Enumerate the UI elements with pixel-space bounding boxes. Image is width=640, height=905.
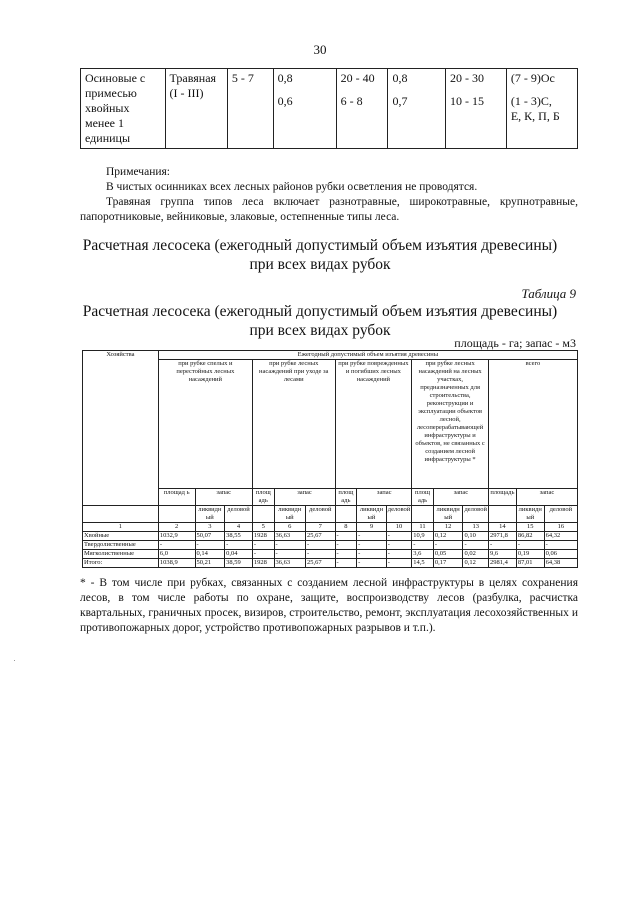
header-volume: Ежегодный допустимый объем изъятия древесины <box>158 351 577 360</box>
table-cell: - <box>335 559 357 568</box>
table-cell: 38,55 <box>225 532 253 541</box>
table-cell: - <box>357 532 387 541</box>
table-cell: - <box>544 541 577 550</box>
cell-line: менее 1 <box>85 116 124 130</box>
column-number: 16 <box>544 523 577 532</box>
table-cell: - <box>335 532 357 541</box>
forest-type-table <box>80 68 578 149</box>
header-stock: запас <box>516 489 577 506</box>
header-stock: запас <box>357 489 412 506</box>
table-cell: - <box>357 559 387 568</box>
table-cell: 1928 <box>252 559 274 568</box>
column-number: 13 <box>463 523 488 532</box>
table-cell: - <box>463 541 488 550</box>
column-number: 10 <box>386 523 411 532</box>
row-label: Твердолиственные <box>83 541 159 550</box>
table-cell: 0,19 <box>516 550 544 559</box>
table-row <box>83 550 578 559</box>
table-cell: 2981,4 <box>488 559 516 568</box>
table-cell: 1032,9 <box>158 532 195 541</box>
table-title <box>0 302 640 340</box>
table-cell: - <box>386 550 411 559</box>
table-cell: 0,02 <box>463 550 488 559</box>
table-cell <box>388 69 446 149</box>
header-wood: деловой <box>544 506 577 523</box>
table-cell <box>336 69 388 149</box>
table-row <box>83 541 578 550</box>
cell-line: 20 - 40 <box>340 71 375 85</box>
cell-line: 20 - 30 <box>449 71 484 85</box>
header-area: площад ь <box>158 489 195 506</box>
column-number: 15 <box>516 523 544 532</box>
table-cell: - <box>158 541 195 550</box>
column-number: 11 <box>412 523 434 532</box>
table-cell: - <box>225 541 253 550</box>
header-area: площадь <box>488 489 516 506</box>
cell-line: Е, К, П, Б <box>510 109 560 123</box>
table-cell: 0,12 <box>433 532 463 541</box>
cell-line: 10 - 15 <box>449 94 484 108</box>
cell-line: 0,8 <box>392 71 408 85</box>
table-cell <box>445 69 506 149</box>
row-label: Хвойные <box>83 532 159 541</box>
table-header-row <box>83 506 578 523</box>
header-liquid: ликвидн ый <box>516 506 544 523</box>
table-cell: - <box>357 541 387 550</box>
table-cell: - <box>274 541 305 550</box>
column-number: 4 <box>225 523 253 532</box>
header-stock: запас <box>433 489 488 506</box>
table-cell: - <box>386 559 411 568</box>
row-label: Итого: <box>83 559 159 568</box>
table-cell: 64,32 <box>544 532 577 541</box>
header-stock: запас <box>195 489 252 506</box>
header-liquid: ликвидн ый <box>357 506 387 523</box>
table-cell <box>165 69 227 149</box>
table-cell: 25,67 <box>305 532 335 541</box>
table-cell: 25,67 <box>305 559 335 568</box>
column-number: 3 <box>195 523 225 532</box>
column-number: 7 <box>305 523 335 532</box>
table-cell: - <box>252 541 274 550</box>
column-number: 6 <box>274 523 305 532</box>
table-cell: 86,82 <box>516 532 544 541</box>
table-cell: - <box>412 541 434 550</box>
cell-line: (7 - 9)Ос <box>510 71 555 85</box>
table-cell: 1928 <box>252 532 274 541</box>
header-wood: деловой <box>305 506 335 523</box>
table-header-row <box>83 351 578 360</box>
column-number: 1 <box>83 523 159 532</box>
header-group: при рубке поврежденных и погибших лесных насаждений <box>335 360 412 489</box>
cell-line: (1 - 3)С, <box>510 94 552 108</box>
column-number: 9 <box>357 523 387 532</box>
heading-line: при всех видах рубок <box>249 322 391 339</box>
header-farm: Хозяйства <box>83 351 159 506</box>
column-number: 14 <box>488 523 516 532</box>
table-cell: - <box>252 550 274 559</box>
table-cell <box>81 69 166 149</box>
table-cell: 87,01 <box>516 559 544 568</box>
header-group: при рубке лесных насаждений на лесных участках, предназначенных для строительства, реконструкции и эксплуатации объектов лесной, лесоперерабатывающей инфраструктуры и объектов, не связанных с созданием лесной инфраструктуры * <box>412 360 489 489</box>
table-cell: 5 - 7 <box>227 69 273 149</box>
column-number: 12 <box>433 523 463 532</box>
table-cell: - <box>357 550 387 559</box>
table-cell: 0,04 <box>225 550 253 559</box>
table-cell: 6,0 <box>158 550 195 559</box>
header-blank <box>83 506 159 523</box>
notes-line: Травяная группа типов леса включает разнотравные, широкотравные, крупнотравные, папоротниковые, вейниковые, злаковые, остепненные типы леса. <box>80 196 578 223</box>
column-number: 5 <box>252 523 274 532</box>
table-cell: 1038,9 <box>158 559 195 568</box>
cell-line: 6 - 8 <box>340 94 363 108</box>
cell-line: (I - III) <box>169 86 204 100</box>
column-number: 2 <box>158 523 195 532</box>
table-cell: 50,07 <box>195 532 225 541</box>
table-cell: - <box>305 541 335 550</box>
header-area: площ адь <box>412 489 434 506</box>
header-blank <box>412 506 434 523</box>
cell-line: 0,8 <box>277 71 293 85</box>
table-cell: 9,6 <box>488 550 516 559</box>
table-label: Таблица 9 <box>521 286 576 301</box>
header-group: при рубке спелых и перестойных лесных насаждений <box>158 360 252 489</box>
cell-line: единицы <box>85 131 131 145</box>
header-wood: деловой <box>386 506 411 523</box>
table-cell: - <box>274 550 305 559</box>
table-row <box>83 559 578 568</box>
header-liquid: ликвидн ый <box>433 506 463 523</box>
table-cell: 36,63 <box>274 559 305 568</box>
cell-line: 0,6 <box>277 94 293 108</box>
header-stock: запас <box>274 489 335 506</box>
table-cell: - <box>195 541 225 550</box>
table-cell: 3,6 <box>412 550 434 559</box>
header-group: при рубке лесных насаждений при уходе за лесами <box>252 360 335 489</box>
table-cell: 0,17 <box>433 559 463 568</box>
header-blank <box>252 506 274 523</box>
table-cell: - <box>433 541 463 550</box>
cell-line: хвойных <box>85 101 130 115</box>
notes-title: Примечания: <box>106 166 170 178</box>
table-cell: 0,12 <box>463 559 488 568</box>
cell-line: Осиновые с <box>85 71 146 85</box>
header-blank <box>335 506 357 523</box>
header-blank <box>158 506 195 523</box>
table-cell <box>273 69 336 149</box>
table-cell: - <box>386 532 411 541</box>
column-number: 8 <box>335 523 357 532</box>
cell-line: 0,7 <box>392 94 408 108</box>
footnote: * - В том числе при рубках, связанных с созданием лесной инфраструктуры в целях сохранения лесов, в том числе работы по охране, защите, воспроизводству лесов (разбулка, расчистка квартальных, граничных просек, визиров, строительство, ремонт, эксплуатация лесохозяйственных и противопожарных дорог, устройство противопожарных разрывов и т.п.). <box>80 577 578 634</box>
table-cell: 2971,8 <box>488 532 516 541</box>
table-cell: 0,10 <box>463 532 488 541</box>
header-area: площ адь <box>335 489 357 506</box>
table-cell: - <box>488 541 516 550</box>
table-cell: 0,14 <box>195 550 225 559</box>
notes-line: В чистых осинниках всех лесных районов рубки осветления не проводятся. <box>106 181 478 193</box>
table-cell: 0,06 <box>544 550 577 559</box>
cell-line: примесью <box>85 86 137 100</box>
table-cell: 38,59 <box>225 559 253 568</box>
cell-line: Травяная <box>169 71 217 85</box>
column-number-row <box>83 523 578 532</box>
header-area: площ адь <box>252 489 274 506</box>
header-liquid: ликвидн ый <box>274 506 305 523</box>
table-cell: 0,05 <box>433 550 463 559</box>
table-cell: 50,21 <box>195 559 225 568</box>
header-wood: деловой <box>463 506 488 523</box>
section-heading <box>0 236 640 274</box>
header-group: всего <box>488 360 577 489</box>
units-caption: площадь - га; запас - м3 <box>454 336 576 350</box>
allowable-cut-table <box>82 350 578 568</box>
table-row <box>83 532 578 541</box>
table-cell: 14,5 <box>412 559 434 568</box>
table-cell: 36,63 <box>274 532 305 541</box>
heading-line: при всех видах рубок <box>249 256 391 273</box>
table-cell: - <box>305 550 335 559</box>
notes-block <box>80 165 578 225</box>
page-number: 30 <box>313 42 327 57</box>
heading-line: Расчетная лесосека (ежегодный допустимый объем изъятия древесины) <box>82 237 558 254</box>
table-cell: 10,9 <box>412 532 434 541</box>
table-cell: - <box>516 541 544 550</box>
row-label: Мягколиственные <box>83 550 159 559</box>
heading-line: Расчетная лесосека (ежегодный допустимый объем изъятия древесины) <box>82 303 558 320</box>
table-cell: 64,38 <box>544 559 577 568</box>
table-cell <box>506 69 577 149</box>
table-row <box>81 69 578 149</box>
scan-speck <box>14 660 15 661</box>
table-cell: - <box>335 541 357 550</box>
table-cell: - <box>335 550 357 559</box>
header-liquid: ликвидн ый <box>195 506 225 523</box>
table-cell: - <box>386 541 411 550</box>
header-blank <box>488 506 516 523</box>
header-wood: деловой <box>225 506 253 523</box>
